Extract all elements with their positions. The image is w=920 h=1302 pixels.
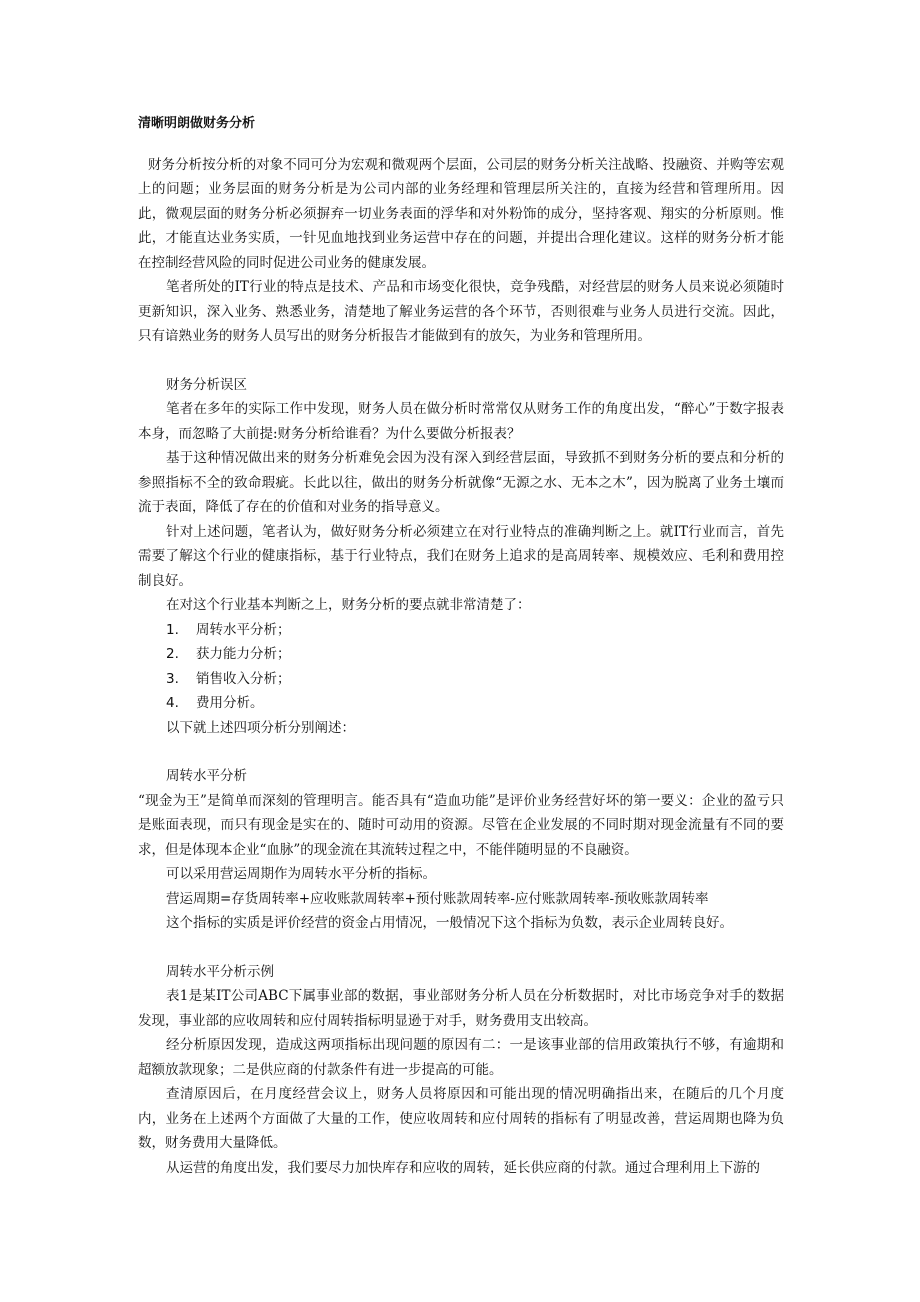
list-number: 1.	[166, 621, 179, 638]
list-text: 获力能力分析；	[196, 646, 291, 662]
paragraph: 查清原因后，在月度经营会议上，财务人员将原因和可能出现的情况明确指出来，在随后的几个月度内，业务在上述两个方面做了大量的工作，使应收周转和应付周转的指标有了明显改善，营运周期也降为负数，财务费用大量降低。	[138, 1086, 784, 1151]
formula: 营运周期=存货周转率+应收账款周转率+预付账款周转率-应付账款周转率-预收账款周转率	[166, 890, 709, 907]
paragraph: 基于这种情况做出来的财务分析难免会因为没有深入到经营层面，导致抓不到财务分析的要点和分析的参照指标不全的致命瑕疵。长此以往，做出的财务分析就像“无源之水、无本之木”，因为脱离了业务土壤而流于表面，降低了存在的价值和对业务的指导意义。	[138, 450, 784, 515]
paragraph: 针对上述问题，笔者认为，做好财务分析必须建立在对行业特点的准确判断之上。就IT行业而言，首先需要了解这个行业的健康指标，基于行业特点，我们在财务上追求的是高周转率、规模效应、毛利和费用控制良好。	[138, 523, 784, 589]
section-heading-turnover: 周转水平分析	[166, 768, 247, 784]
list-item	[138, 691, 784, 716]
list-number: 3.	[166, 670, 179, 687]
paragraph: 这个指标的实质是评价经营的资金占用情况，一般情况下这个指标为负数，表示企业周转良好。	[166, 915, 733, 931]
paragraph: 表1是某IT公司ABC下属事业部的数据，事业部财务分析人员在分析数据时，对比市场竞争对手的数据发现，事业部的应收周转和应付周转指标明显逊于对手，财务费用支出较高。	[138, 988, 784, 1029]
document-page	[138, 112, 784, 1180]
list-number: 4.	[166, 695, 179, 711]
paragraph: 在对这个行业基本判断之上，财务分析的要点就非常清楚了：	[166, 597, 531, 613]
list-text: 周转水平分析；	[196, 621, 291, 638]
list-item	[138, 642, 784, 667]
list-item	[138, 618, 784, 643]
document-title: 清晰明朗做财务分析	[138, 116, 256, 131]
list-item	[138, 667, 784, 692]
paragraph: 经分析原因发现，造成这两项指标出现问题的原因有二：一是该事业部的信用政策执行不够，有逾期和超额放款现象；二是供应商的付款条件有进一步提高的可能。	[138, 1037, 784, 1078]
paragraph: 以下就上述四项分析分别阐述：	[166, 719, 355, 736]
paragraph: 可以采用营运周期作为周转水平分析的指标。	[166, 866, 436, 882]
list-text: 销售收入分析；	[196, 670, 291, 687]
paragraph: “现金为王”是简单而深刻的管理明言。能否具有“造血功能”是评价业务经营好坏的第一要义：企业的盈亏只是账面表现，而只有现金是实在的、随时可动用的资源。尽管在企业发展的不同时期对现金流量有不同的要求，但是体现本企业“血脉”的现金流在其流转过程之中，不能伴随明显的不良融资。	[138, 792, 784, 858]
list-text: 费用分析。	[196, 695, 264, 711]
paragraph: 从运营的角度出发，我们要尽力加快库存和应收的周转，延长供应商的付款。通过合理利用上下游的	[166, 1159, 760, 1176]
paragraph: 笔者在多年的实际工作中发现，财务人员在做分析时常常仅从财务工作的角度出发，“醉心”于数字报表本身，而忽略了大前提:财务分析给谁看？为什么要做分析报表？	[138, 401, 784, 442]
intro-paragraph-2: 笔者所处的IT行业的特点是技术、产品和市场变化很快，竞争残酷，对经营层的财务人员来说必须随时更新知识，深入业务、熟悉业务，清楚地了解业务运营的各个环节，否则很难与业务人员进行交流。因此，只有谙熟业务的财务人员写出的财务分析报告才能做到有的放矢，为业务和管理所用。	[138, 279, 784, 344]
list-number: 2.	[166, 646, 179, 662]
intro-paragraph-1: 财务分析按分析的对象不同可分为宏观和微观两个层面，公司层的财务分析关注战略、投融资、并购等宏观上的问题；业务层面的财务分析是为公司内部的业务经理和管理层所关注的，直接为经营和管理所用。因此，微观层面的财务分析必须摒弃一切业务表面的浮华和对外粉饰的成分，坚持客观、翔实的分析原则。惟此，才能直达业务实质，一针见血地找到业务运营中存在的问题，并提出合理化建议。这样的财务分析才能在控制经营风险的同时促进公司业务的健康发展。	[138, 156, 784, 271]
section-heading-turnover-example: 周转水平分析示例	[166, 963, 274, 980]
section-heading-misconceptions: 财务分析误区	[166, 376, 247, 393]
